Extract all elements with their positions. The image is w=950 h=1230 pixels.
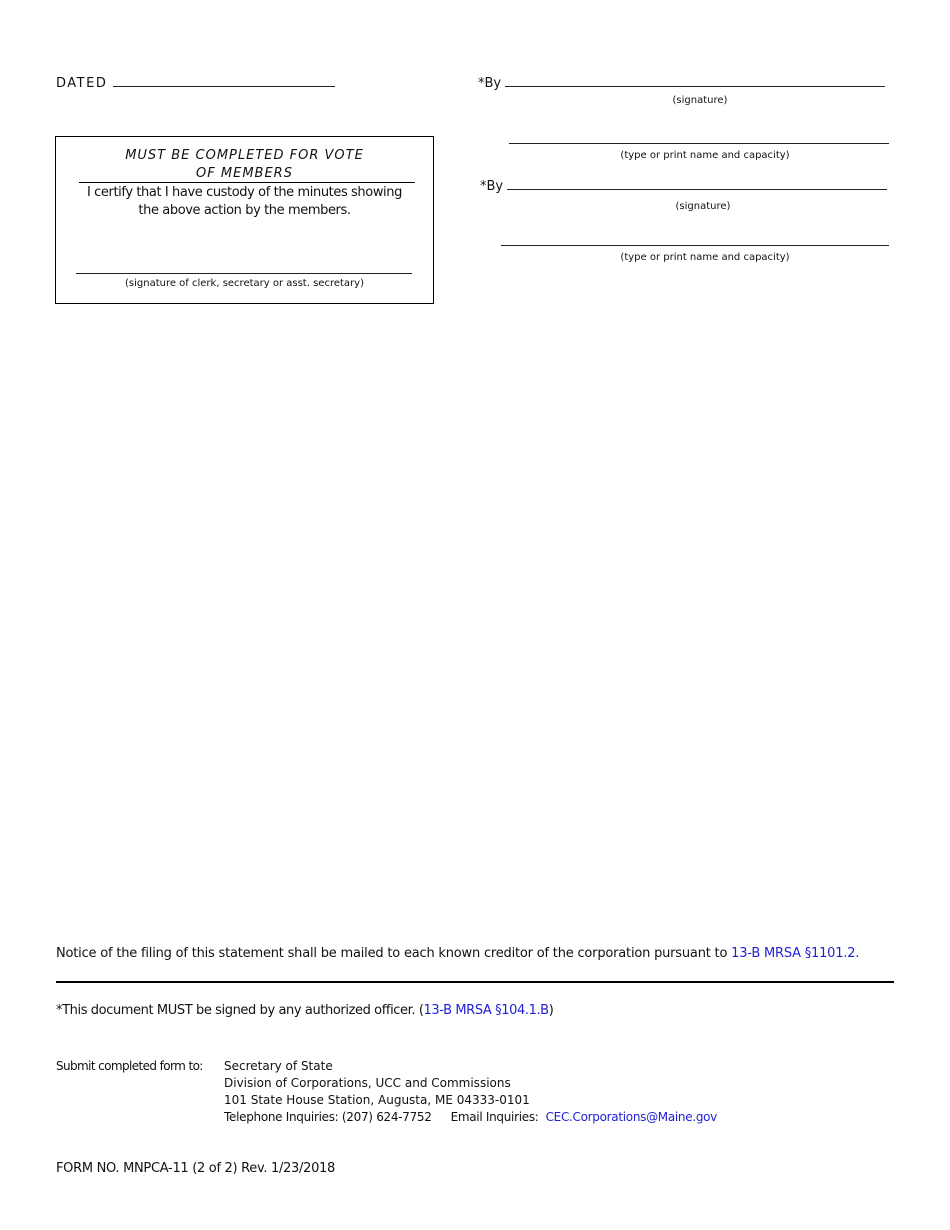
name-line-2[interactable] bbox=[501, 245, 889, 246]
notice-text bbox=[56, 946, 859, 961]
notice-body: Notice of the filing of this statement shall be mailed to each known creditor of the corporation pursuant to bbox=[56, 946, 732, 961]
dated-field[interactable] bbox=[56, 76, 335, 91]
name-caption: (type or print name and capacity) bbox=[620, 150, 790, 161]
address-line-1: Secretary of State bbox=[224, 1059, 333, 1073]
address-line-3: 101 State House Station, Augusta, ME 04333-0101 bbox=[224, 1093, 530, 1107]
by-label: *By bbox=[478, 76, 502, 91]
email-label: Email Inquiries: bbox=[450, 1110, 539, 1124]
box-heading: MUST BE COMPLETED FOR VOTE bbox=[125, 148, 364, 163]
contact-line bbox=[224, 1110, 717, 1124]
clerk-signature-line[interactable] bbox=[76, 273, 412, 274]
phone-inquiries: Telephone Inquiries: (207) 624-7752 bbox=[224, 1110, 432, 1124]
address-line-2: Division of Corporations, UCC and Commissions bbox=[224, 1076, 511, 1090]
signing-requirement bbox=[56, 1003, 553, 1018]
name-caption: (type or print name and capacity) bbox=[620, 252, 790, 263]
box-heading-2: OF MEMBERS bbox=[196, 166, 293, 181]
divider bbox=[56, 981, 894, 983]
signature-caption: (signature) bbox=[675, 201, 731, 212]
signing-text: *This document MUST be signed by any authorized officer. ( bbox=[56, 1003, 424, 1018]
statute-link-104[interactable]: 13-B MRSA §104.1.B bbox=[423, 1003, 549, 1018]
statute-link-1101[interactable]: 13-B MRSA §1101.2. bbox=[731, 946, 860, 961]
by-field-1[interactable] bbox=[478, 76, 885, 91]
by-label: *By bbox=[480, 179, 504, 194]
signature-caption: (signature) bbox=[672, 95, 728, 106]
certify-text-2: the above action by the members. bbox=[138, 203, 351, 218]
heading-rule bbox=[79, 182, 415, 183]
by-field-2[interactable] bbox=[480, 179, 887, 194]
form-number: FORM NO. MNPCA-11 (2 of 2) Rev. 1/23/2018 bbox=[56, 1161, 335, 1176]
submit-label: Submit completed form to: bbox=[56, 1059, 203, 1073]
certify-text: I certify that I have custody of the minutes showing bbox=[87, 185, 402, 200]
clerk-signature-caption: (signature of clerk, secretary or asst. secretary) bbox=[125, 278, 364, 289]
vote-certification-box bbox=[55, 136, 434, 304]
name-line-1[interactable] bbox=[509, 143, 889, 144]
email-link[interactable]: CEC.Corporations@Maine.gov bbox=[545, 1110, 717, 1124]
dated-label: DATED bbox=[56, 76, 108, 91]
close-paren: ) bbox=[548, 1003, 554, 1018]
